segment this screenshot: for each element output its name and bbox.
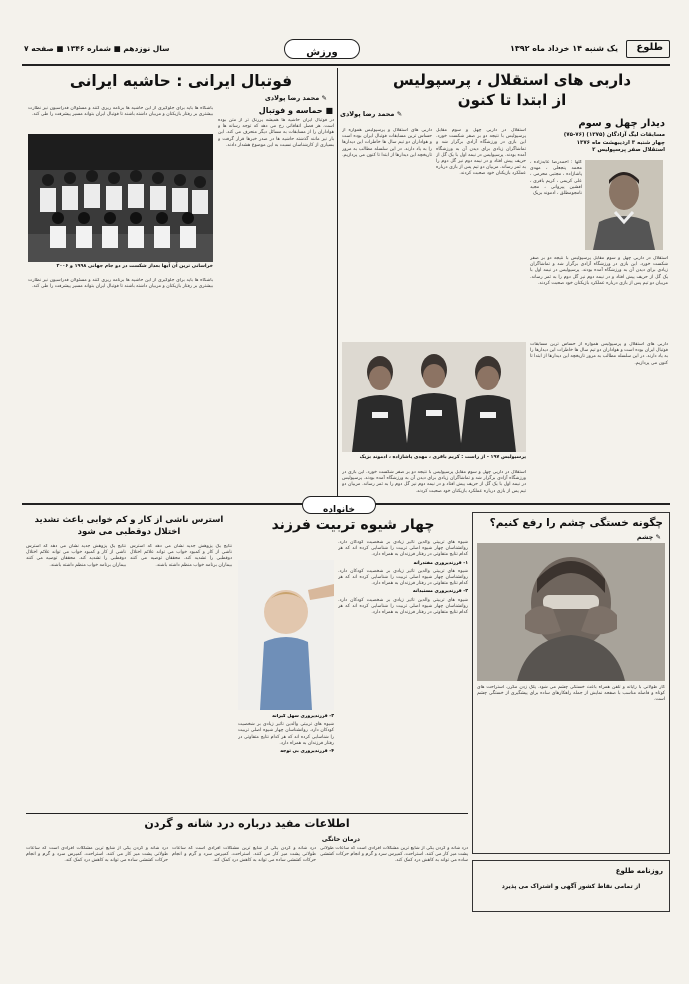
stress-title: استرس ناشی از کار و کم خوابی باعث تشدید اختلال دوقطبی می شود bbox=[34, 515, 224, 537]
derby-body-col3: استقلال در داربی چهل و سوم مقابل پرسپولیس با نتیجه دو بر صفر شکست خورد. این بازی در ورزشگاه آزادی برگزار شد و تماشاگران زیادی برای دیدن آن به ورزشگاه آمده بودند. پرسپولیس در نیمه اول با یک گل از حریف پیش افتاد و در نیمه دوم نیز گل دوم را به ثمر رساند. مربیان دو تیم پس از بازی درباره عملکرد بازیکنان خود صحبت کردند. bbox=[530, 256, 668, 286]
eye-body: کار طولانی با رایانه و تلفن همراه باعث خستگی چشم می شود. پلک زدن مکرر، استراحت های کوتاه و فاصله مناسب با صفحه نمایش از جمله راهکارهای ساده برای پیشگیری از خستگی چشم است. bbox=[477, 685, 665, 703]
derby-byline bbox=[340, 110, 402, 118]
stress-body-col2: نتایج یک پژوهش جدید نشان می دهد که استرس ناشی از کار و کمبود خواب می تواند علائم اختلال دوقطبی را تشدید کند. محققان توصیه می کنند بیماران برنامه خواب منظم داشته باشند. bbox=[26, 544, 126, 568]
section-label bbox=[284, 39, 360, 59]
pen-icon: ✎ bbox=[396, 110, 403, 118]
match-info bbox=[545, 132, 665, 155]
player-photo bbox=[585, 160, 663, 250]
football-byline bbox=[265, 94, 327, 102]
derby-author: محمد رضا پولادی bbox=[340, 110, 395, 118]
football-intro: باشگاه ها باید برای جلوگیری از این حاشیه ها برنامه ریزی کنند و مسئولان فدراسیون نیز نظارت بیشتری بر رفتار بازیکنان و مربیان داشته باشند تا فوتبال ایران بتواند مسیر پیشرفت را طی کند. bbox=[28, 106, 213, 118]
football-body-col1: در فوتبال ایران حاشیه ها همیشه پررنگ تر از متن بوده است. هر فصل اتفاقاتی رخ می دهد که توجه رسانه ها و هواداران را از مسابقات به مسائل دیگر منحرف می کند. این بار نیز مانند گذشته حاشیه ها در صدر خبرها قرار گرفت و بسیاری از کارشناسان نسبت به این موضوع هشدار دادند. bbox=[218, 118, 334, 148]
neck-subhead: درمان خانگی bbox=[321, 836, 360, 843]
parenting-title: چهار شیوه تربیت فرزند bbox=[271, 517, 435, 533]
divider-icon: ■ bbox=[113, 44, 121, 53]
bullet-icon: ■ bbox=[325, 106, 333, 115]
parenting-intro: شیوه های تربیتی والدین تاثیر زیادی بر شخصیت کودکان دارد. روانشناسان چهار شیوه اصلی تربیت را شناسایی کرده اند که هر کدام نتایج متفاوتی در رفتار فرزندان به همراه دارد. bbox=[338, 540, 468, 558]
match-info-1: مسابقات لیگ آزادگان (۱۳۷۵) (۷۶-۷۵) bbox=[563, 132, 665, 138]
parenting-para-3: شیوه های تربیتی والدین تاثیر زیادی بر شخصیت کودکان دارد. روانشناسان چهار شیوه اصلی تربیت را شناسایی کرده اند که هر کدام نتایج متفاوتی در رفتار فرزندان به همراه دارد. bbox=[238, 722, 334, 746]
ad-title: روزنامه طلوع bbox=[615, 867, 663, 875]
team-photo bbox=[342, 342, 526, 452]
derby-body-col5: استقلال در داربی چهل و سوم مقابل پرسپولیس با نتیجه دو بر صفر شکست خورد. این بازی در ورزشگاه آزادی برگزار شد و تماشاگران زیادی برای دیدن آن به ورزشگاه آمده بودند. پرسپولیس در نیمه اول با یک گل از حریف پیش افتاد و در نیمه دوم نیز گل دوم را به ثمر رساند. مربیان دو تیم پس از بازی درباره عملکرد بازیکنان خود صحبت کردند. bbox=[342, 470, 526, 494]
parenting-para-1: شیوه های تربیتی والدین تاثیر زیادی بر شخصیت کودکان دارد. روانشناسان چهار شیوه اصلی تربیت را شناسایی کرده اند که هر کدام نتایج متفاوتی در رفتار فرزندان به همراه دارد. bbox=[338, 568, 468, 587]
toloo-ad bbox=[472, 860, 670, 912]
eye-title: چگونه خستگی چشم را رفع کنیم؟ bbox=[489, 517, 663, 529]
football-body-col2: باشگاه ها باید برای جلوگیری از این حاشیه ها برنامه ریزی کنند و مسئولان فدراسیون نیز نظارت بیشتری بر رفتار بازیکنان و مربیان داشته باشند تا فوتبال ایران بتواند مسیر پیشرفت را طی کند. bbox=[28, 278, 213, 290]
issue: شماره ۱۳۴۶ bbox=[66, 44, 112, 53]
football-author: محمد رضا پولادی bbox=[264, 94, 320, 102]
eye-byline bbox=[637, 533, 661, 541]
year: سال نوزدهم bbox=[123, 44, 170, 53]
stress-body-col1: نتایج یک پژوهش جدید نشان می دهد که استرس ناشی از کار و کمبود خواب می تواند علائم اختلال دوقطبی را تشدید کند. محققان توصیه می کنند بیماران برنامه خواب منظم داشته باشند. bbox=[130, 544, 232, 568]
match-info-3: استقلال صفر پرسپولیس ۲ bbox=[592, 147, 665, 153]
parenting-list-2: ۲- فرزندپروری مستبدانه bbox=[412, 589, 468, 595]
lineup-text: گلها : احمدرضا عابدزاده ، محمد پنجعلی ، مهدی پاشازاده ، مجتبی محرمی ، علی کریمی ، کریم باقری ، افشین پیروانی ، مجید نامجومطلق ، ادموند بزیک bbox=[530, 160, 582, 197]
football-title: فوتبال ایرانی : حاشیه ایرانی bbox=[69, 72, 293, 90]
derby-title-line1: داربی های استقلال ، پرسپولیس bbox=[392, 71, 632, 89]
header bbox=[22, 38, 670, 64]
derby-title bbox=[357, 70, 667, 110]
neck-rule bbox=[26, 813, 468, 814]
child-photo bbox=[238, 560, 334, 710]
ad-body: از تمامی نقاط کشور آگهی و اشتراک می پذیرد bbox=[501, 883, 641, 890]
derby-body-col4: داربی های استقلال و پرسپولیس همواره از حساس ترین مسابقات فوتبال ایران بوده است و هواداران دو تیم سال ها خاطرات این دیدارها را به یاد دارند. در این سلسله مطالب به مرور تاریخچه این دیدارها از ابتدا تا کنون می پردازیم. bbox=[530, 342, 668, 366]
neck-body-col3: درد شانه و گردن یکی از شایع ترین مشکلات افرادی است که ساعات طولانی پشت میز کار می کنند. استراحت، کمپرس سرد و گرم و انجام حرکات کششی ساده می تواند به کاهش درد کمک کند. bbox=[26, 846, 168, 864]
page-number: صفحه ۷ bbox=[24, 44, 54, 53]
eye-author: چشم bbox=[636, 533, 654, 541]
eye-article bbox=[472, 512, 670, 854]
parenting-list-4: ۴- فرزندپروری بی توجه bbox=[280, 749, 334, 755]
parenting-body-col2 bbox=[238, 714, 334, 810]
football-photo-caption: خراسانی ترین آن آیها بعداز شکست در دو جام جهانی ۱۹۹۸ و ۲۰۰۶ bbox=[56, 264, 213, 269]
team-photo-caption: پرسپولیس ۱۹۷ - از راست : کریم باقری ، مهدی پاشازاده ، ادموند بزیک bbox=[359, 455, 526, 460]
football-subhead-text: حماسه و فوتبال bbox=[258, 106, 323, 115]
family-section-label bbox=[302, 496, 376, 514]
parenting-body-col1 bbox=[338, 540, 468, 810]
neck-body-col2: درد شانه و گردن یکی از شایع ترین مشکلات افرادی است که ساعات طولانی پشت میز کار می کنند. استراحت، کمپرس سرد و گرم و انجام حرکات کششی ساده می تواند به کاهش درد کمک کند. bbox=[172, 846, 316, 864]
divider-icon: ■ bbox=[56, 44, 64, 53]
football-team-photo bbox=[28, 134, 213, 262]
issue-info bbox=[24, 44, 169, 53]
neck-body-col1: درد شانه و گردن یکی از شایع ترین مشکلات افرادی است که ساعات طولانی پشت میز کار می کنند. استراحت، کمپرس سرد و گرم و انجام حرکات کششی ساده می تواند به کاهش درد کمک کند. bbox=[320, 846, 468, 864]
family-section-text: خانواده bbox=[323, 505, 355, 515]
derby-body-col2: داربی های استقلال و پرسپولیس همواره از حساس ترین مسابقات فوتبال ایران بوده است و هواداران دو تیم سال ها خاطرات این دیدارها را به یاد دارند. در این سلسله مطالب به مرور تاریخچه این دیدارها از ابتدا تا کنون می پردازیم. bbox=[342, 128, 432, 158]
logo-text: طلوع bbox=[636, 42, 663, 53]
date: یک شنبه ۱۴ خرداد ماه ۱۳۹۲ bbox=[509, 44, 618, 53]
eye-photo bbox=[477, 543, 665, 681]
pen-icon: ✎ bbox=[655, 533, 661, 541]
derby-subhead: دیدار چهل و سوم bbox=[578, 118, 665, 129]
parenting-list-1: ۱- فرزندپروری مقتدرانه bbox=[413, 560, 468, 566]
parenting-list-3: ۳- فرزندپروری سهل گیرانه bbox=[272, 714, 334, 719]
derby-body-col1: استقلال در داربی چهل و سوم مقابل پرسپولیس با نتیجه دو بر صفر شکست خورد. این بازی در ورزشگاه آزادی برگزار شد و تماشاگران زیادی برای دیدن آن به ورزشگاه آمده بودند. پرسپولیس در نیمه اول با یک گل از حریف پیش افتاد و در نیمه دوم نیز گل دوم را به ثمر رساند. مربیان دو تیم پس از بازی درباره عملکرد بازیکنان خود صحبت کردند. bbox=[436, 128, 526, 177]
football-subhead bbox=[259, 106, 333, 115]
center-rule bbox=[337, 68, 338, 500]
pen-icon: ✎ bbox=[321, 94, 327, 102]
logo bbox=[626, 40, 670, 58]
header-rule bbox=[22, 64, 670, 66]
parenting-para-2: شیوه های تربیتی والدین تاثیر زیادی بر شخصیت کودکان دارد. روانشناسان چهار شیوه اصلی تربیت را شناسایی کرده اند که هر کدام نتایج متفاوتی در رفتار فرزندان به همراه دارد. bbox=[338, 597, 468, 616]
neck-title: اطلاعات مفید درباره درد شانه و گردن bbox=[144, 817, 350, 830]
match-info-2: چهار شنبه ۳ اردیبهشت ماه ۱۳۷۶ bbox=[576, 139, 665, 146]
derby-title-line2: از ابتدا تا کنون bbox=[457, 91, 567, 109]
section-text: ورزش bbox=[306, 47, 338, 58]
